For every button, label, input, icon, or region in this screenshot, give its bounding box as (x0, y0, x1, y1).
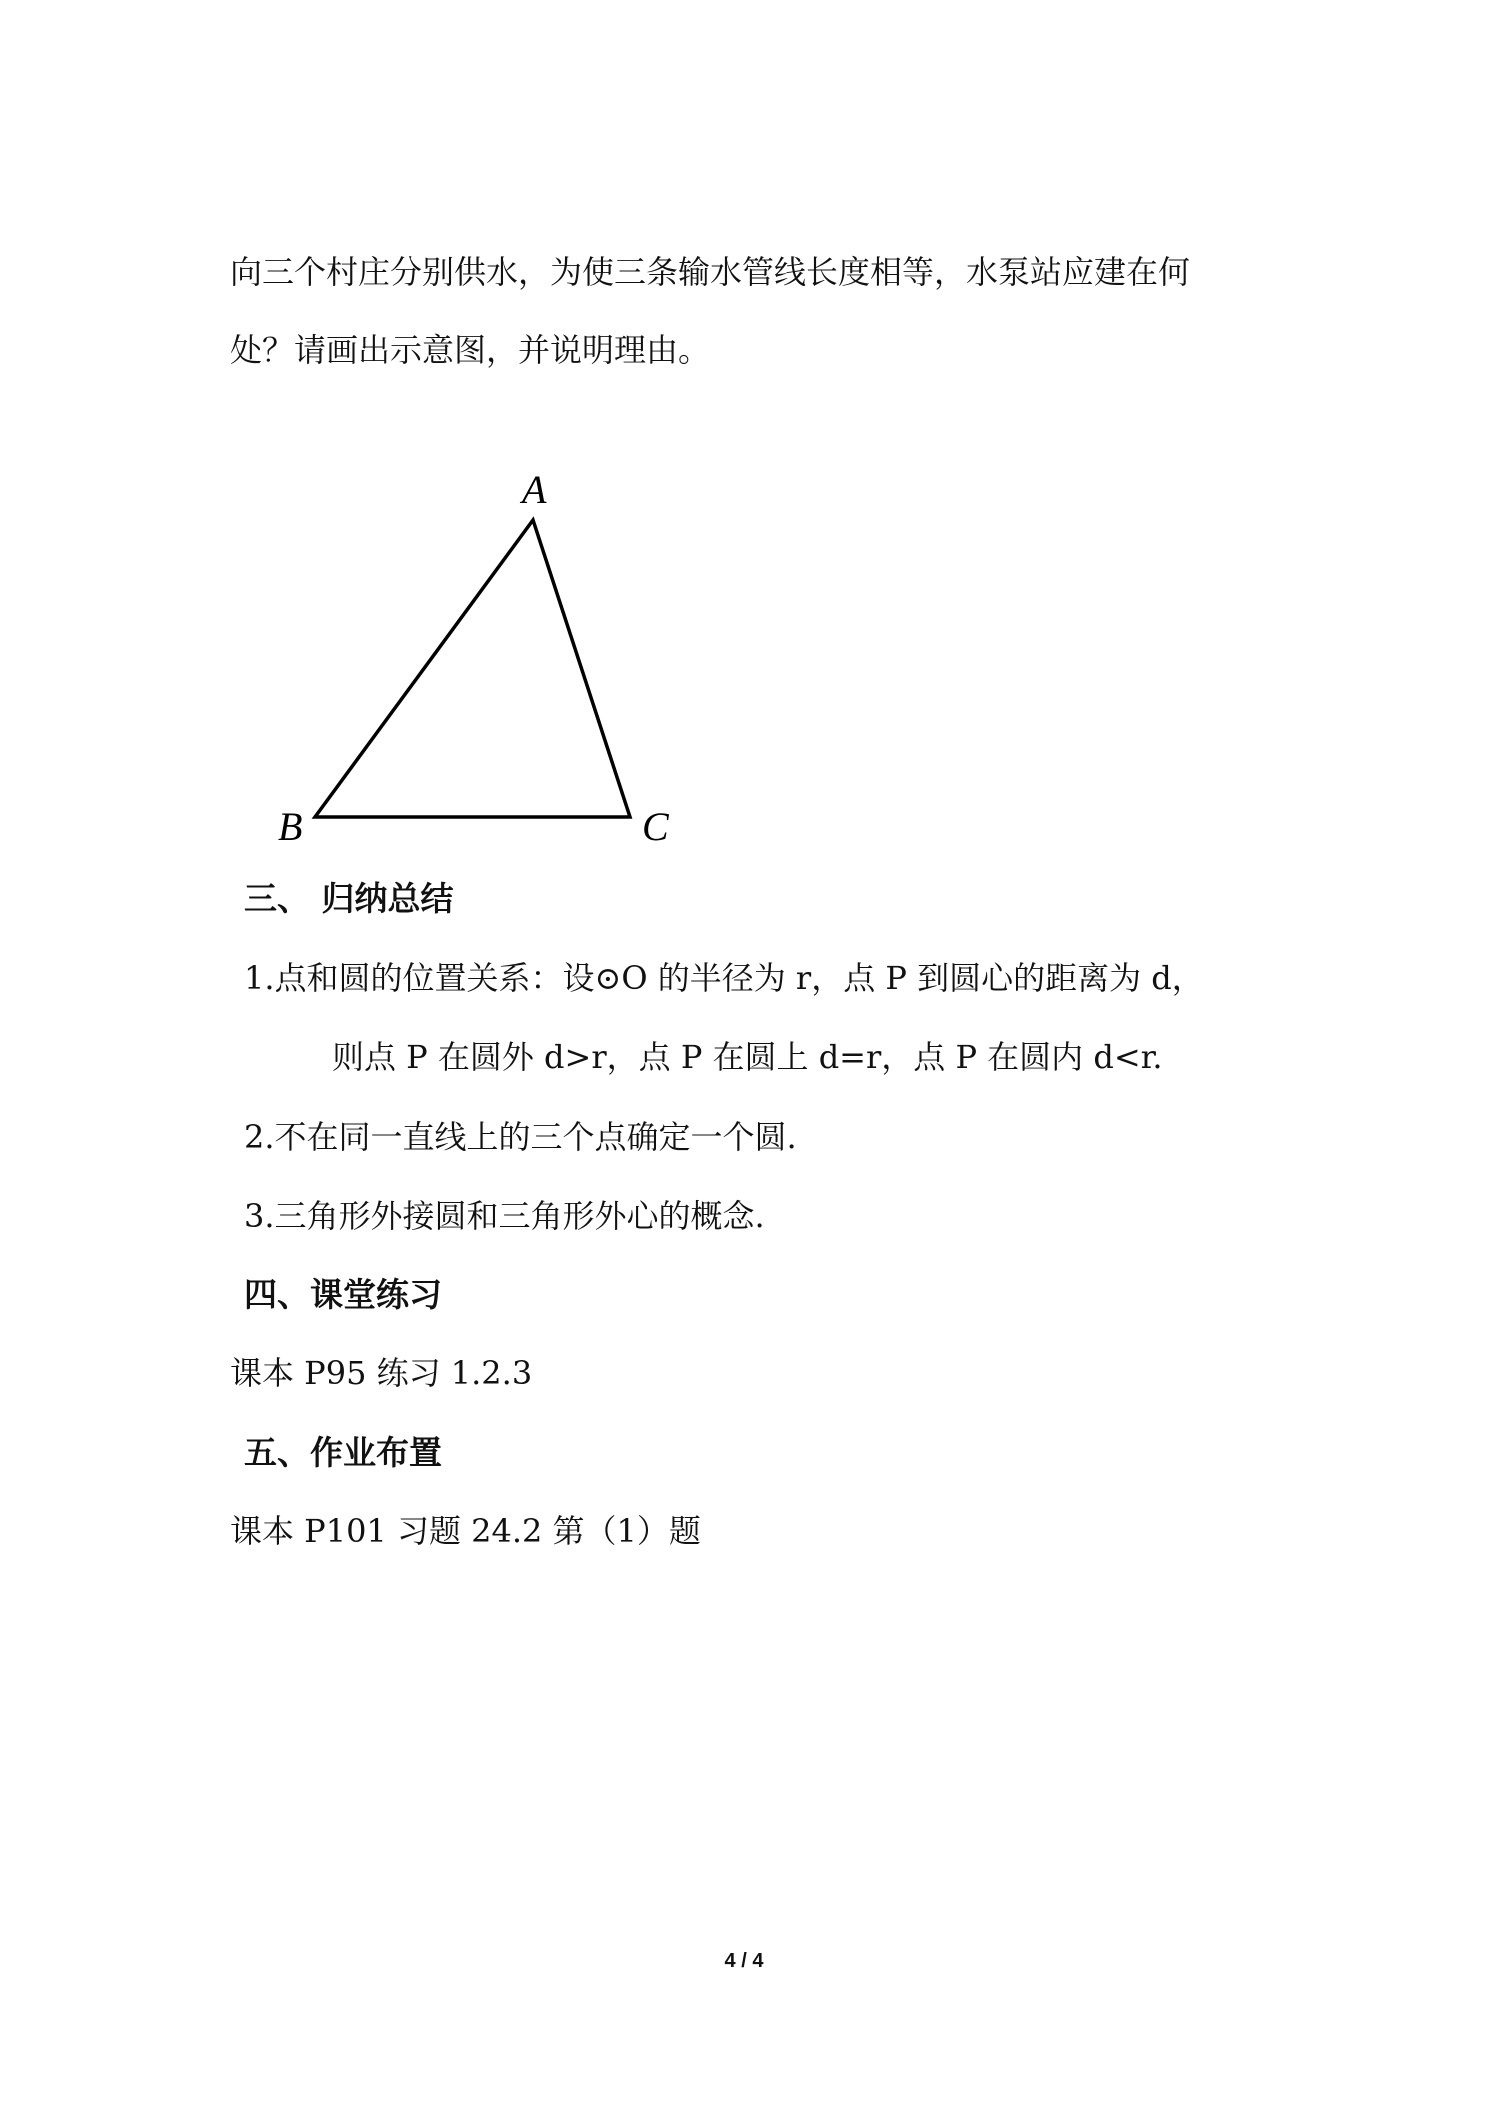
summary-item-1-line-2: 则点 P 在圆外 d>r，点 P 在圆上 d=r，点 P 在圆内 d<r. (332, 1038, 1163, 1076)
homework-text: 课本 P101 习题 24.2 第（1）题 (230, 1512, 701, 1550)
section-5-heading: 五、作业布置 (244, 1433, 442, 1472)
vertex-label-a: A (522, 470, 547, 512)
problem-text-line-1: 向三个村庄分别供水，为使三条输水管线长度相等，水泵站应建在何 (230, 253, 1191, 291)
summary-item-2: 2.不在同一直线上的三个点确定一个圆. (244, 1118, 797, 1156)
triangle-figure (260, 470, 700, 860)
practice-text: 课本 P95 练习 1.2.3 (230, 1354, 533, 1392)
problem-text-line-2: 处？请画出示意图，并说明理由。 (230, 331, 711, 369)
section-4-heading: 四、课堂练习 (244, 1275, 442, 1314)
vertex-label-b: B (278, 804, 303, 849)
page-number: 4 / 4 (724, 1950, 764, 1972)
section-3-heading: 三、 归纳总结 (244, 879, 454, 918)
summary-item-1-line-1: 1.点和圆的位置关系：设⊙O 的半径为 r，点 P 到圆心的距离为 d， (244, 959, 1204, 997)
vertex-label-c: C (642, 804, 669, 849)
summary-item-3: 3.三角形外接圆和三角形外心的概念. (244, 1197, 765, 1235)
triangle-abc (315, 520, 630, 817)
